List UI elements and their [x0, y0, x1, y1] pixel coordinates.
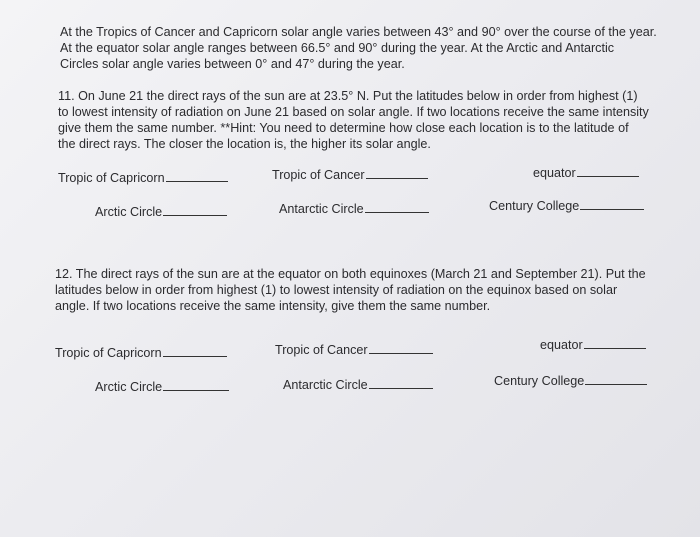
q12-tropic-of-cancer-blank[interactable]	[275, 343, 433, 357]
question-11-line: the direct rays. The closer the location is, the higher its solar angle.	[58, 137, 431, 151]
question-11-text	[58, 88, 649, 152]
answer-line[interactable]	[166, 181, 228, 182]
q11-tropic-of-capricorn-blank[interactable]	[58, 171, 228, 185]
q12-tropic-of-cancer-label: Tropic of Cancer	[275, 343, 368, 357]
q11-century-college-blank[interactable]	[489, 199, 644, 213]
question-11-line: give them the same number. **Hint: You need to determine how close each location is to the latitude of	[58, 121, 629, 135]
question-12-line: 12. The direct rays of the sun are at the equator on both equinoxes (March 21 and September 21). Put the	[55, 267, 646, 281]
q12-equator-label: equator	[540, 338, 583, 352]
intro-line: At the Tropics of Cancer and Capricorn solar angle varies between 43° and 90° over the course of the year.	[60, 25, 657, 39]
q12-arctic-circle-label: Arctic Circle	[95, 380, 163, 394]
q12-arctic-circle-blank[interactable]	[95, 380, 229, 394]
q11-tropic-of-capricorn-label: Tropic of Capricorn	[58, 171, 165, 185]
answer-line[interactable]	[163, 356, 227, 357]
answer-line[interactable]	[369, 353, 433, 354]
intro-line: At the equator solar angle ranges between 66.5° and 90° during the year. At the Arctic and Antarctic	[60, 41, 615, 55]
q11-century-college-label: Century College	[489, 199, 580, 213]
question-12-text	[55, 266, 646, 314]
q12-tropic-of-capricorn-blank[interactable]	[55, 346, 227, 360]
question-11-line: to lowest intensity of radiation on June 21 based on solar angle. If two locations receive the same intensity	[58, 105, 649, 119]
intro-line: Circles solar angle varies between 0° and 47° during the year.	[60, 57, 405, 71]
answer-line[interactable]	[163, 390, 229, 391]
intro-paragraph	[60, 24, 657, 72]
q11-equator-blank[interactable]	[533, 166, 639, 180]
q12-antarctic-circle-blank[interactable]	[283, 378, 433, 392]
answer-line[interactable]	[369, 388, 433, 389]
q12-antarctic-circle-label: Antarctic Circle	[283, 378, 368, 392]
answer-line[interactable]	[585, 384, 647, 385]
q11-equator-label: equator	[533, 166, 576, 180]
answer-line[interactable]	[365, 212, 429, 213]
q11-arctic-circle-label: Arctic Circle	[95, 205, 163, 219]
answer-line[interactable]	[584, 348, 646, 349]
answer-line[interactable]	[366, 178, 428, 179]
q11-antarctic-circle-blank[interactable]	[279, 202, 429, 216]
answer-line[interactable]	[580, 209, 644, 210]
answer-line[interactable]	[577, 176, 639, 177]
question-11-line: 11. On June 21 the direct rays of the sun are at 23.5° N. Put the latitudes below in order from highest (1)	[58, 89, 638, 103]
q11-antarctic-circle-label: Antarctic Circle	[279, 202, 364, 216]
question-12-line: latitudes below in order from highest (1) to lowest intensity of radiation on the equinox based on solar	[55, 283, 618, 297]
answer-line[interactable]	[163, 215, 227, 216]
q11-arctic-circle-blank[interactable]	[95, 205, 227, 219]
q11-tropic-of-cancer-label: Tropic of Cancer	[272, 168, 365, 182]
q12-century-college-label: Century College	[494, 374, 585, 388]
q12-tropic-of-capricorn-label: Tropic of Capricorn	[55, 346, 162, 360]
q12-equator-blank[interactable]	[540, 338, 646, 352]
q12-century-college-blank[interactable]	[494, 374, 647, 388]
question-12-line: angle. If two locations receive the same intensity, give them the same number.	[55, 299, 491, 313]
q11-tropic-of-cancer-blank[interactable]	[272, 168, 428, 182]
